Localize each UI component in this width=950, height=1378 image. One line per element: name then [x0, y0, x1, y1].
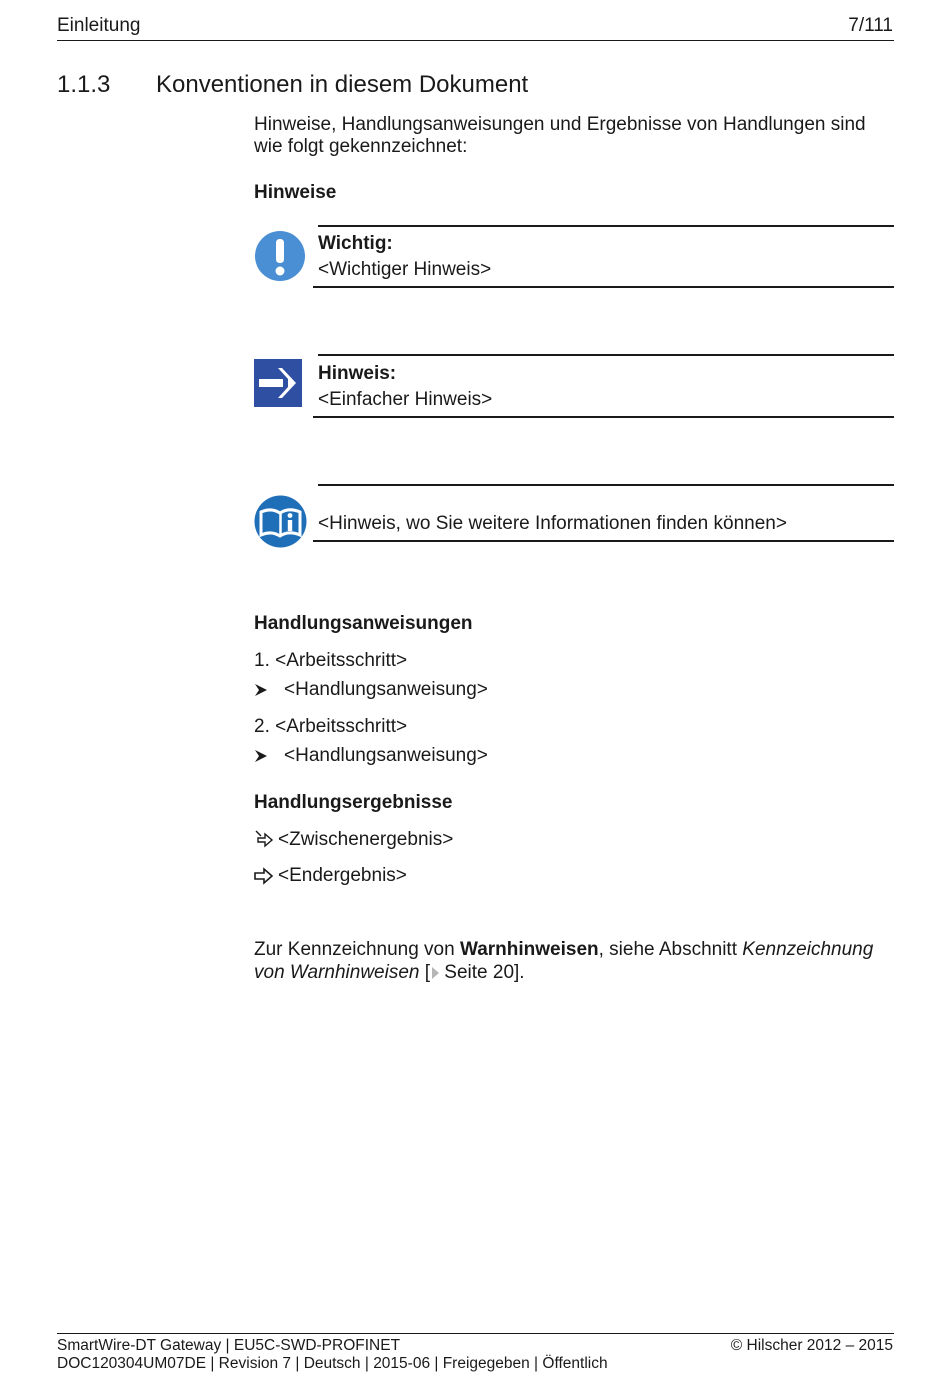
simple-note-top-rule — [318, 354, 894, 356]
reference-middle: , siehe Abschnitt — [598, 939, 743, 960]
reference-link-title[interactable]: Kennzeichnung von Warnhinweisen — [254, 939, 874, 983]
footer-divider — [57, 1333, 894, 1334]
page-pointer-icon — [432, 967, 439, 979]
footer-copyright: © Hilscher 2012 – 2015 — [730, 1337, 893, 1354]
action-2: <Handlungsanweisung> — [284, 745, 488, 766]
simple-note-title: Hinweis: — [318, 363, 397, 384]
reference-prefix: Zur Kennzeichnung von — [254, 939, 460, 960]
important-note-text: <Wichtiger Hinweis> — [318, 259, 492, 280]
important-note-title: Wichtig: — [318, 233, 393, 254]
step-2: 2. <Arbeitsschritt> — [254, 716, 408, 737]
action-1: <Handlungsanweisung> — [284, 679, 488, 700]
exclamation-circle-icon — [254, 230, 306, 287]
reference-bold: Warnhinweisen — [459, 939, 599, 960]
header-chapter: Einleitung — [57, 15, 141, 36]
footer-document-info: DOC120304UM07DE | Revision 7 | Deutsch | 2015-06 | Freigegeben | Öffentlich — [57, 1355, 608, 1372]
simple-note-text: <Einfacher Hinweis> — [318, 389, 493, 410]
info-note-text: <Hinweis, wo Sie weitere Informationen finden können> — [318, 513, 787, 534]
book-info-icon — [254, 495, 307, 553]
simple-note-bottom-rule — [313, 416, 894, 418]
arrowhead-bullet-icon — [254, 749, 268, 768]
reference-open: [ — [419, 962, 431, 983]
intermediate-result: <Zwischenergebnis> — [278, 829, 454, 850]
important-note-top-rule — [318, 225, 894, 227]
section-number: 1.1.3 — [57, 71, 111, 98]
arrow-right-square-icon — [254, 359, 302, 412]
important-note-bottom-rule — [313, 286, 894, 288]
results-heading: Handlungsergebnisse — [254, 792, 453, 813]
reference-page[interactable]: Seite 20 — [439, 962, 515, 983]
warning-reference-paragraph — [254, 938, 894, 984]
final-result-arrow-icon — [254, 867, 274, 890]
header-page-number: 7/111 — [848, 15, 893, 36]
info-note-top-rule — [318, 484, 894, 486]
final-result: <Endergebnis> — [278, 865, 407, 886]
footer-product: SmartWire-DT Gateway | EU5C-SWD-PROFINET — [57, 1337, 401, 1354]
intro-paragraph: Hinweise, Handlungsanweisungen und Ergebnisse von Handlungen sind wie folgt gekennzeichnet: — [254, 114, 866, 157]
intermediate-result-arrow-icon — [254, 829, 274, 854]
instructions-heading: Handlungsanweisungen — [254, 613, 473, 634]
section-title: Konventionen in diesem Dokument — [156, 71, 529, 98]
arrowhead-bullet-icon — [254, 683, 268, 702]
reference-close: ]. — [514, 962, 525, 983]
info-note-bottom-rule — [313, 540, 894, 542]
step-1: 1. <Arbeitsschritt> — [254, 650, 408, 671]
hinweise-heading: Hinweise — [254, 182, 337, 203]
header-divider — [57, 40, 894, 41]
